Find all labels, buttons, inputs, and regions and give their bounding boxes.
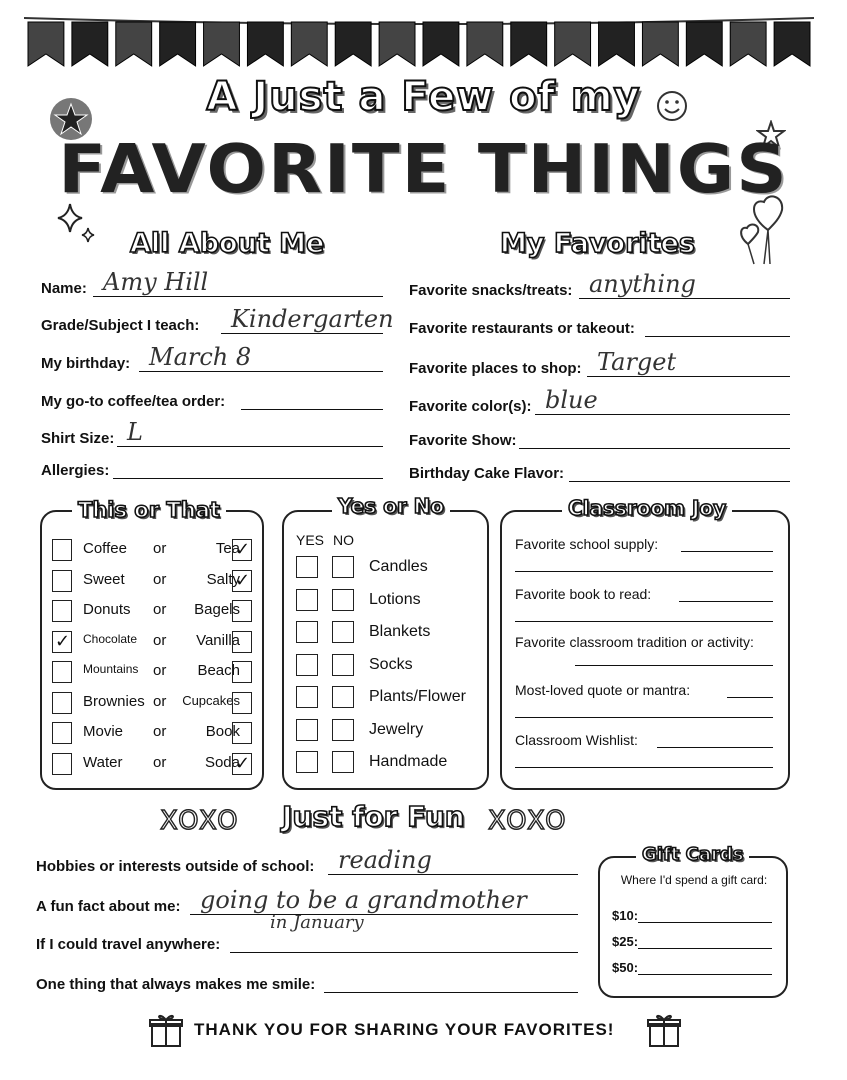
field-label: My birthday: (41, 355, 131, 372)
bunting-flag (423, 22, 459, 66)
field-label: Grade/Subject I teach: (41, 317, 200, 334)
yes-no-row (296, 619, 496, 651)
yes-no-item: Candles (369, 558, 428, 575)
bunting-flag (599, 22, 635, 66)
field-label: Favorite color(s): (409, 398, 532, 415)
fill-line[interactable] (579, 298, 790, 299)
yes-no-item: Lotions (369, 590, 421, 608)
fill-line[interactable] (515, 767, 773, 768)
this-or-that-row (50, 689, 270, 719)
classroom-joy-label: Favorite book to read: (515, 586, 652, 602)
yes-checkbox[interactable] (296, 589, 318, 611)
handwritten-answer: Kindergarten (231, 305, 394, 333)
fill-line[interactable] (727, 697, 773, 698)
fun-label: A fun fact about me: (36, 898, 181, 915)
option-right: Tea (215, 540, 240, 557)
bunting-flag (72, 22, 108, 66)
checkbox-left[interactable] (52, 539, 72, 561)
checkbox-right[interactable] (232, 631, 252, 653)
classroom-joy-label: Most-loved quote or mantra: (515, 682, 691, 698)
yes-checkbox[interactable] (296, 556, 318, 578)
footer-text: THANK YOU FOR SHARING YOUR FAVORITES! (194, 1020, 615, 1039)
handwritten-answer: going to be a grandmother (200, 886, 527, 914)
classroom-joy-label: Favorite classroom tradition or activity: (515, 634, 754, 650)
checkbox-right[interactable] (232, 722, 252, 744)
bunting-flag (379, 22, 415, 66)
checkbox-left[interactable] (52, 631, 72, 653)
handwritten-answer: blue (545, 386, 598, 414)
checkbox-right[interactable] (232, 600, 252, 622)
fill-line[interactable] (113, 478, 383, 479)
no-checkbox[interactable] (332, 589, 354, 611)
field-label: Favorite snacks/treats: (409, 282, 573, 299)
option-left: Coffee (83, 540, 127, 557)
yes-checkbox[interactable] (296, 621, 318, 643)
fill-line[interactable] (681, 551, 773, 552)
gift-icon (646, 1012, 682, 1048)
check-mark-icon: ✓ (235, 569, 251, 590)
gift-card-amount: $50: (612, 960, 639, 975)
page-title: FAVORITE THINGS (58, 130, 789, 208)
bunting-banner (24, 14, 814, 74)
bunting-flag (774, 22, 810, 66)
checkbox-left[interactable] (52, 600, 72, 622)
handwritten-answer: Amy Hill (103, 268, 209, 296)
handwritten-answer: March 8 (149, 343, 252, 371)
field-label: Favorite places to shop: (409, 360, 582, 377)
fill-line[interactable] (645, 336, 790, 337)
fill-line[interactable] (638, 922, 772, 923)
check-mark-icon: ✓ (235, 752, 251, 773)
yes-no-item: Blankets (369, 623, 431, 640)
yes-checkbox[interactable] (296, 719, 318, 741)
fill-line[interactable] (515, 571, 773, 572)
or-text: or (153, 692, 167, 710)
bunting-flag (467, 22, 503, 66)
bunting-flag (335, 22, 371, 66)
checkbox-left[interactable] (52, 692, 72, 714)
this-or-that-title: This or That (72, 498, 226, 522)
classroom-joy-title: Classroom Joy (562, 496, 732, 520)
fill-line[interactable] (190, 914, 578, 915)
fill-line[interactable] (230, 952, 578, 953)
handwritten-answer: reading (338, 846, 432, 874)
yes-no-item: Handmade (369, 753, 448, 770)
fill-line[interactable] (569, 481, 790, 482)
no-checkbox[interactable] (332, 719, 354, 741)
or-text: or (153, 662, 167, 679)
classroom-joy-label: Classroom Wishlist: (515, 732, 638, 748)
option-right: Beach (197, 662, 240, 679)
or-text: or (153, 631, 167, 649)
yes-no-row (296, 587, 496, 619)
bunting-flag (28, 22, 64, 66)
fill-line[interactable] (221, 333, 383, 334)
yes-no-row (296, 554, 496, 586)
favorites-header: My Favorites (500, 228, 695, 259)
option-right: Salty (206, 570, 240, 588)
field-label: Birthday Cake Flavor: (409, 465, 565, 482)
fill-line[interactable] (139, 371, 383, 372)
checkbox-left[interactable] (52, 753, 72, 775)
checkbox-left[interactable] (52, 570, 72, 592)
fill-line[interactable] (679, 601, 773, 602)
this-or-that-row (50, 750, 270, 780)
no-checkbox[interactable] (332, 556, 354, 578)
gift-card-amount: $10: (612, 908, 639, 923)
bunting-flag (247, 22, 283, 66)
option-left: Mountains (83, 662, 139, 676)
option-left: Brownies (83, 692, 145, 710)
option-right: Book (205, 723, 240, 740)
check-mark-icon: ✓ (55, 630, 71, 651)
checkbox-right[interactable] (232, 661, 252, 683)
classroom-joy-label: Favorite school supply: (515, 536, 659, 552)
yes-no-item: Jewelry (369, 720, 424, 738)
fill-line[interactable] (515, 717, 773, 718)
bunting-flag (686, 22, 722, 66)
fill-line[interactable] (117, 446, 383, 447)
gift-card-amount: $25: (612, 934, 639, 949)
yes-no-row (296, 684, 496, 716)
field-label: Favorite restaurants or takeout: (409, 320, 635, 337)
bunting-flag (642, 22, 678, 66)
bunting-flag (291, 22, 327, 66)
fun-label: If I could travel anywhere: (36, 936, 221, 953)
yes-header: YES (296, 532, 325, 548)
or-text: or (153, 753, 167, 771)
option-left: Movie (83, 723, 124, 740)
no-checkbox[interactable] (332, 621, 354, 643)
no-checkbox[interactable] (332, 686, 354, 708)
checkbox-right[interactable] (232, 753, 252, 775)
option-left: Water (83, 753, 123, 771)
handwritten-answer: anything (589, 270, 696, 298)
yes-no-item: Socks (369, 655, 413, 673)
yes-no-row (296, 652, 496, 684)
handwritten-answer: Target (597, 348, 677, 376)
this-or-that-row (50, 536, 270, 566)
this-or-that-row (50, 597, 270, 627)
handwritten-answer: L (127, 418, 143, 446)
yes-no-item: Plants/Flower (369, 688, 466, 705)
fill-line[interactable] (324, 992, 578, 993)
fun-label: One thing that always makes me smile: (36, 976, 316, 993)
field-label: My go-to coffee/tea order: (41, 393, 226, 410)
option-right: Vanilla (196, 631, 240, 649)
option-left: Sweet (83, 570, 125, 588)
field-label: Shirt Size: (41, 430, 115, 447)
checkbox-left[interactable] (52, 661, 72, 683)
bunting-flag (204, 22, 240, 66)
fill-line[interactable] (328, 874, 578, 875)
this-or-that-row (50, 567, 270, 597)
handwritten-answer-continued: in January (270, 912, 364, 933)
option-right: Bagels (194, 601, 240, 618)
checkbox-right[interactable] (232, 539, 252, 561)
fill-line[interactable] (241, 409, 383, 410)
check-mark-icon: ✓ (235, 539, 251, 559)
fill-line[interactable] (93, 296, 383, 297)
yes-no-row (296, 749, 496, 781)
checkbox-right[interactable] (232, 570, 252, 592)
bunting-flag (116, 22, 152, 66)
fill-line[interactable] (535, 414, 790, 415)
bunting-flag (511, 22, 547, 66)
bunting-flag (555, 22, 591, 66)
option-left: Chocolate (83, 631, 138, 646)
yes-no-row (296, 717, 496, 749)
xoxo-left: XOXO (160, 806, 240, 836)
or-text: or (153, 570, 167, 588)
just-for-fun-title: Just for Fun (282, 800, 465, 833)
fill-line[interactable] (657, 747, 773, 748)
option-right: Cupcakes (182, 692, 240, 708)
field-label: Allergies: (41, 462, 110, 479)
field-label: Name: (41, 280, 87, 297)
xoxo-right: XOXO (488, 806, 568, 836)
gift-cards-subtitle: Where I'd spend a gift card: (620, 873, 768, 887)
title-line1: A Just a Few of my (206, 74, 641, 120)
gift-cards-title: Gift Cards (636, 844, 749, 865)
no-checkbox[interactable] (332, 654, 354, 676)
option-right: Soda (204, 753, 240, 771)
checkbox-right[interactable] (232, 692, 252, 714)
fill-line[interactable] (519, 448, 790, 449)
gift-icon (148, 1012, 184, 1048)
yes-or-no-title: Yes or No (332, 494, 450, 518)
bunting-flag (160, 22, 196, 66)
checkbox-left[interactable] (52, 722, 72, 744)
no-header: NO (333, 532, 354, 548)
this-or-that-row (50, 628, 270, 658)
fill-line[interactable] (638, 974, 772, 975)
about-header: All About Me (130, 228, 325, 259)
yes-checkbox[interactable] (296, 654, 318, 676)
fill-line[interactable] (638, 948, 772, 949)
field-label: Favorite Show: (409, 432, 517, 449)
fill-line[interactable] (587, 376, 790, 377)
yes-checkbox[interactable] (296, 751, 318, 773)
fill-line[interactable] (515, 621, 773, 622)
this-or-that-row (50, 719, 270, 749)
or-text: or (153, 540, 167, 557)
no-checkbox[interactable] (332, 751, 354, 773)
fill-line[interactable] (575, 665, 773, 666)
fun-label: Hobbies or interests outside of school: (36, 858, 315, 875)
or-text: or (153, 601, 167, 618)
bunting-flag (730, 22, 766, 66)
option-left: Donuts (83, 601, 131, 618)
or-text: or (153, 723, 167, 740)
this-or-that-row (50, 658, 270, 688)
yes-checkbox[interactable] (296, 686, 318, 708)
